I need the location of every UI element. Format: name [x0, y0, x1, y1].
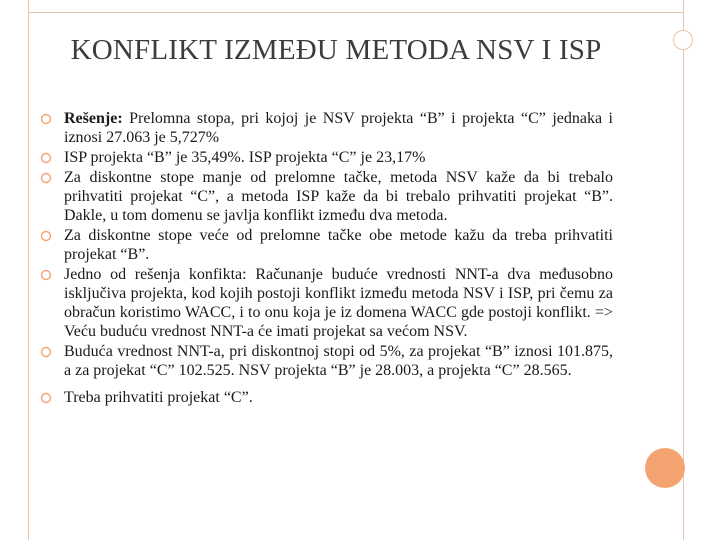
hollow-circle-icon [40, 172, 52, 184]
list-item [40, 109, 613, 147]
item-text: Treba prihvatiti projekat “C”. [64, 389, 253, 406]
item-text: Jedno od rešenja konfikta: Računanje buduće vrednosti NNT-a dva međusobno isključiva projekta, kod kojih postoji konflikt između metoda NSV i ISP, pri čemu za obračun koristimo WACC, i to onu koja je iz domena WACC gde postoji konflikt. => Veću buduću vrednost NNT-a će imati projekat sa većom NSV. [64, 266, 613, 340]
hollow-circle-icon [40, 230, 52, 242]
hollow-circle-icon [40, 113, 52, 125]
item-text: Za diskontne stope veće od prelomne tačke obe metode kažu da treba prihvatiti projekat “B”. [64, 227, 613, 263]
list-item [40, 148, 613, 167]
item-label: Rešenje: [64, 110, 123, 127]
hollow-circle-icon [40, 346, 52, 358]
hollow-circle-icon [40, 392, 52, 404]
list-item [40, 226, 613, 264]
item-text: Prelomna stopa, pri kojoj je NSV projekta “B” i projekta “C” jednaka i iznosi 27.063 je 5,727% [64, 110, 613, 146]
list-item [40, 342, 613, 380]
list-item [40, 168, 613, 225]
decorative-ring-icon [673, 30, 693, 50]
hollow-circle-icon [40, 269, 52, 281]
top-frame-line [28, 12, 684, 13]
slide-title: KONFLIKT IZMEĐU METODA NSV I ISP [70, 34, 602, 66]
hollow-circle-icon [40, 152, 52, 164]
item-text: Za diskontne stope manje od prelomne tačke, metoda NSV kaže da bi trebalo prihvatiti projekat “C”, a metoda ISP kaže da bi trebalo prihvatiti projekat “B”. Dakle, u tom domenu se javlja konflikt između dva metoda. [64, 169, 613, 224]
list-item [40, 388, 613, 407]
list-item [40, 265, 613, 341]
item-text: Buduća vrednost NNT-a, pri diskontnoj stopi od 5%, za projekat “B” iznosi 101.875, a za projekat “C” 102.525. NSV projekta “B” je 28.003, a projekta “C” 28.565. [64, 343, 613, 379]
left-frame-line [28, 0, 29, 540]
item-text: ISP projekta “B” je 35,49%. ISP projekta “C” je 23,17% [64, 149, 426, 166]
decorative-circle-icon [645, 448, 685, 488]
bullet-list [40, 109, 613, 408]
